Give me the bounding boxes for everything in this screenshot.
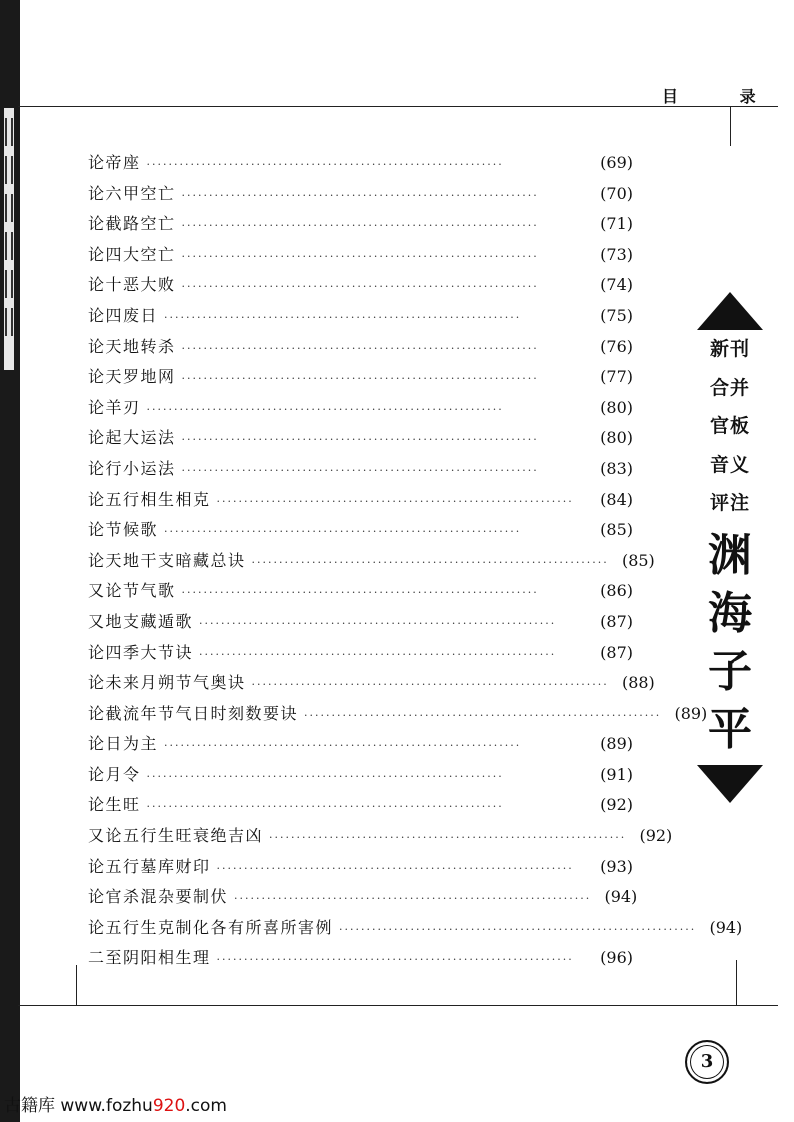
site-url-number: 920 — [152, 1096, 186, 1116]
toc-entry[interactable] — [88, 915, 743, 946]
toc-leader-dots: ································································· — [181, 372, 539, 386]
toc-entry-title: 论四废日 — [88, 305, 159, 325]
toc-entry[interactable] — [88, 211, 633, 242]
toc-leader-dots: ································································· — [181, 341, 539, 355]
toc-leader-dots: ································································· — [164, 310, 522, 324]
toc-leader-dots: ································································· — [164, 525, 522, 539]
toc-entry-page: (87) — [600, 642, 633, 662]
toc-entry[interactable] — [88, 701, 708, 732]
header-vertical-rule — [730, 106, 731, 146]
toc-entry-title: 论四季大节诀 — [88, 642, 194, 662]
toc-entry-page: (77) — [600, 367, 633, 387]
toc-entry-page: (88) — [621, 673, 655, 693]
spine-marks — [4, 108, 14, 370]
toc-entry[interactable] — [88, 762, 633, 793]
toc-entry-title: 论五行相生相克 — [88, 489, 211, 509]
toc-entry[interactable] — [88, 670, 655, 701]
toc-leader-dots: ································································· — [181, 188, 539, 202]
toc-leader-dots: ································································· — [146, 769, 504, 783]
page-header-title: 目 录 — [662, 87, 784, 106]
banner-subtitle-line: 音义 — [709, 453, 750, 476]
toc-entry-title: 论天地干支暗藏总诀 — [88, 550, 246, 570]
toc-entry[interactable] — [88, 150, 633, 181]
toc-entry-title: 论官杀混杂要制伏 — [88, 887, 229, 907]
toc-entry-title: 论六甲空亡 — [88, 183, 176, 203]
banner-bottom-triangle — [697, 765, 763, 803]
toc-entry[interactable] — [88, 792, 633, 823]
toc-entry-title: 又论五行生旺衰绝吉凶 — [88, 826, 264, 846]
toc-entry-page: (89) — [674, 703, 708, 723]
toc-entry[interactable] — [88, 364, 633, 395]
toc-entry-title: 又论节气歌 — [88, 581, 176, 601]
toc-leader-dots: ································································· — [251, 678, 609, 692]
toc-entry-title: 论帝座 — [88, 153, 141, 172]
toc-leader-dots: ································································· — [146, 158, 504, 171]
toc-entry-page: (91) — [600, 764, 633, 784]
toc-entry-page: (71) — [600, 214, 633, 234]
toc-entry-page: (69) — [600, 153, 633, 172]
toc-entry-title: 论四大空亡 — [88, 244, 176, 264]
toc-entry[interactable] — [88, 640, 633, 671]
toc-entry-title: 论五行墓库财印 — [88, 856, 211, 876]
toc-entry-title: 论十恶大败 — [88, 275, 176, 295]
toc-leader-dots: ································································· — [216, 861, 574, 875]
toc-entry-page: (83) — [600, 458, 633, 478]
toc-entry[interactable] — [88, 578, 633, 609]
toc-entry[interactable] — [88, 854, 633, 885]
banner-title-char: 平 — [708, 703, 752, 755]
banner-title-char: 子 — [708, 645, 752, 697]
toc-entry-title: 又地支藏遁歌 — [88, 611, 194, 631]
toc-leader-dots: ································································· — [216, 494, 574, 508]
banner-title-char: 海 — [708, 587, 752, 639]
toc-entry[interactable] — [88, 487, 633, 518]
toc-entry[interactable] — [88, 548, 655, 579]
toc-leader-dots: ································································· — [339, 922, 697, 936]
watermark-footer[interactable] — [4, 1091, 227, 1116]
toc-leader-dots: ································································· — [164, 739, 522, 753]
toc-leader-dots: ································································· — [181, 586, 539, 600]
banner-top-triangle — [697, 292, 763, 330]
toc-entry-title: 论羊刃 — [88, 397, 141, 417]
toc-entry-title: 论未来月朔节气奥诀 — [88, 673, 246, 693]
toc-entry[interactable] — [88, 272, 633, 303]
toc-leader-dots: ································································· — [304, 708, 662, 722]
toc-leader-dots: ································································· — [251, 555, 609, 569]
toc-leader-dots: ································································· — [181, 463, 539, 477]
toc-leader-dots: ································································· — [269, 831, 627, 845]
side-banner — [696, 292, 764, 803]
toc-leader-dots: ································································· — [181, 280, 539, 294]
banner-subtitle-line: 官板 — [709, 415, 750, 437]
toc-entry-title: 论生旺 — [88, 795, 141, 815]
toc-entry-page: (94) — [604, 887, 638, 907]
toc-entry[interactable] — [88, 303, 633, 334]
toc-leader-dots: ································································· — [181, 433, 539, 447]
toc-entry-page: (86) — [600, 581, 633, 601]
toc-entry-title: 论起大运法 — [88, 428, 176, 448]
toc-entry[interactable] — [88, 884, 638, 915]
toc-leader-dots: ································································· — [146, 402, 504, 416]
toc-leader-dots: ································································· — [199, 647, 557, 661]
toc-entry-title: 论节候歌 — [88, 520, 159, 540]
toc-entry[interactable] — [88, 731, 633, 762]
toc-entry-page: (87) — [600, 611, 633, 631]
toc-leader-dots: ································································· — [216, 953, 574, 967]
toc-entry-page: (80) — [600, 397, 633, 417]
toc-entry-page: (74) — [600, 275, 633, 295]
toc-entry-page: (75) — [600, 305, 633, 325]
toc-entry-title: 论天罗地网 — [88, 367, 176, 387]
toc-entry-page: (94) — [709, 917, 743, 937]
toc-entry[interactable] — [88, 517, 633, 548]
toc-entry-title: 论日为主 — [88, 734, 159, 754]
footer-vertical-rule-left — [76, 965, 77, 1005]
toc-leader-dots: ································································· — [199, 616, 557, 630]
toc-leader-dots: ································································· — [234, 892, 592, 906]
banner-main-title — [696, 527, 764, 759]
toc-entry-page: (73) — [600, 244, 633, 264]
toc-entry-page: (70) — [600, 183, 633, 203]
toc-entry[interactable] — [88, 395, 633, 426]
toc-entry-page: (96) — [600, 948, 633, 968]
toc-entry-page: (80) — [600, 428, 633, 448]
toc-entry-page: (89) — [600, 734, 633, 754]
footer-vertical-rule-right — [736, 960, 737, 1005]
site-url-suffix: .com — [185, 1096, 227, 1116]
banner-title-char: 渊 — [708, 529, 752, 581]
toc-entry[interactable] — [88, 425, 633, 456]
toc-entry-page: (92) — [600, 795, 633, 815]
toc-entry[interactable] — [88, 181, 633, 212]
toc-entry-page: (93) — [600, 856, 633, 876]
toc-leader-dots: ································································· — [181, 219, 539, 233]
toc-entry-title: 论五行生克制化各有所喜所害例 — [88, 917, 334, 937]
toc-entry[interactable] — [88, 334, 633, 365]
toc-entry-page: (85) — [621, 550, 655, 570]
toc-entry-title: 论截流年节气日时刻数要诀 — [88, 703, 299, 723]
toc-entry[interactable] — [88, 456, 633, 487]
banner-subtitle-line: 评注 — [709, 492, 750, 514]
toc-entry[interactable] — [88, 945, 633, 976]
toc-entry-page: (92) — [639, 826, 673, 846]
toc-entry-title: 论行小运法 — [88, 458, 176, 478]
toc-entry-title: 论截路空亡 — [88, 214, 176, 234]
footer-rule — [18, 1005, 778, 1006]
site-name: 古籍库 — [4, 1096, 55, 1116]
toc-entry-page: (84) — [600, 489, 633, 509]
banner-subtitle-line: 新刊 — [709, 338, 750, 360]
toc-entry-title: 二至阴阳相生理 — [88, 948, 211, 968]
toc-entry-title: 论月令 — [88, 764, 141, 784]
toc-entry[interactable] — [88, 242, 633, 273]
toc-entry-page: (85) — [600, 520, 633, 540]
toc-leader-dots: ································································· — [181, 249, 539, 263]
binding-edge — [0, 0, 20, 1122]
toc-entry[interactable] — [88, 823, 673, 854]
banner-subtitle — [696, 330, 764, 523]
toc-entry-page: (76) — [600, 336, 633, 356]
toc-entry-title: 论天地转杀 — [88, 336, 176, 356]
site-url-prefix: www.fozhu — [55, 1096, 153, 1116]
toc-leader-dots: ································································· — [146, 800, 504, 814]
banner-subtitle-line: 合并 — [709, 376, 750, 399]
page-number: 3 — [685, 1040, 729, 1084]
toc-entry[interactable] — [88, 609, 633, 640]
